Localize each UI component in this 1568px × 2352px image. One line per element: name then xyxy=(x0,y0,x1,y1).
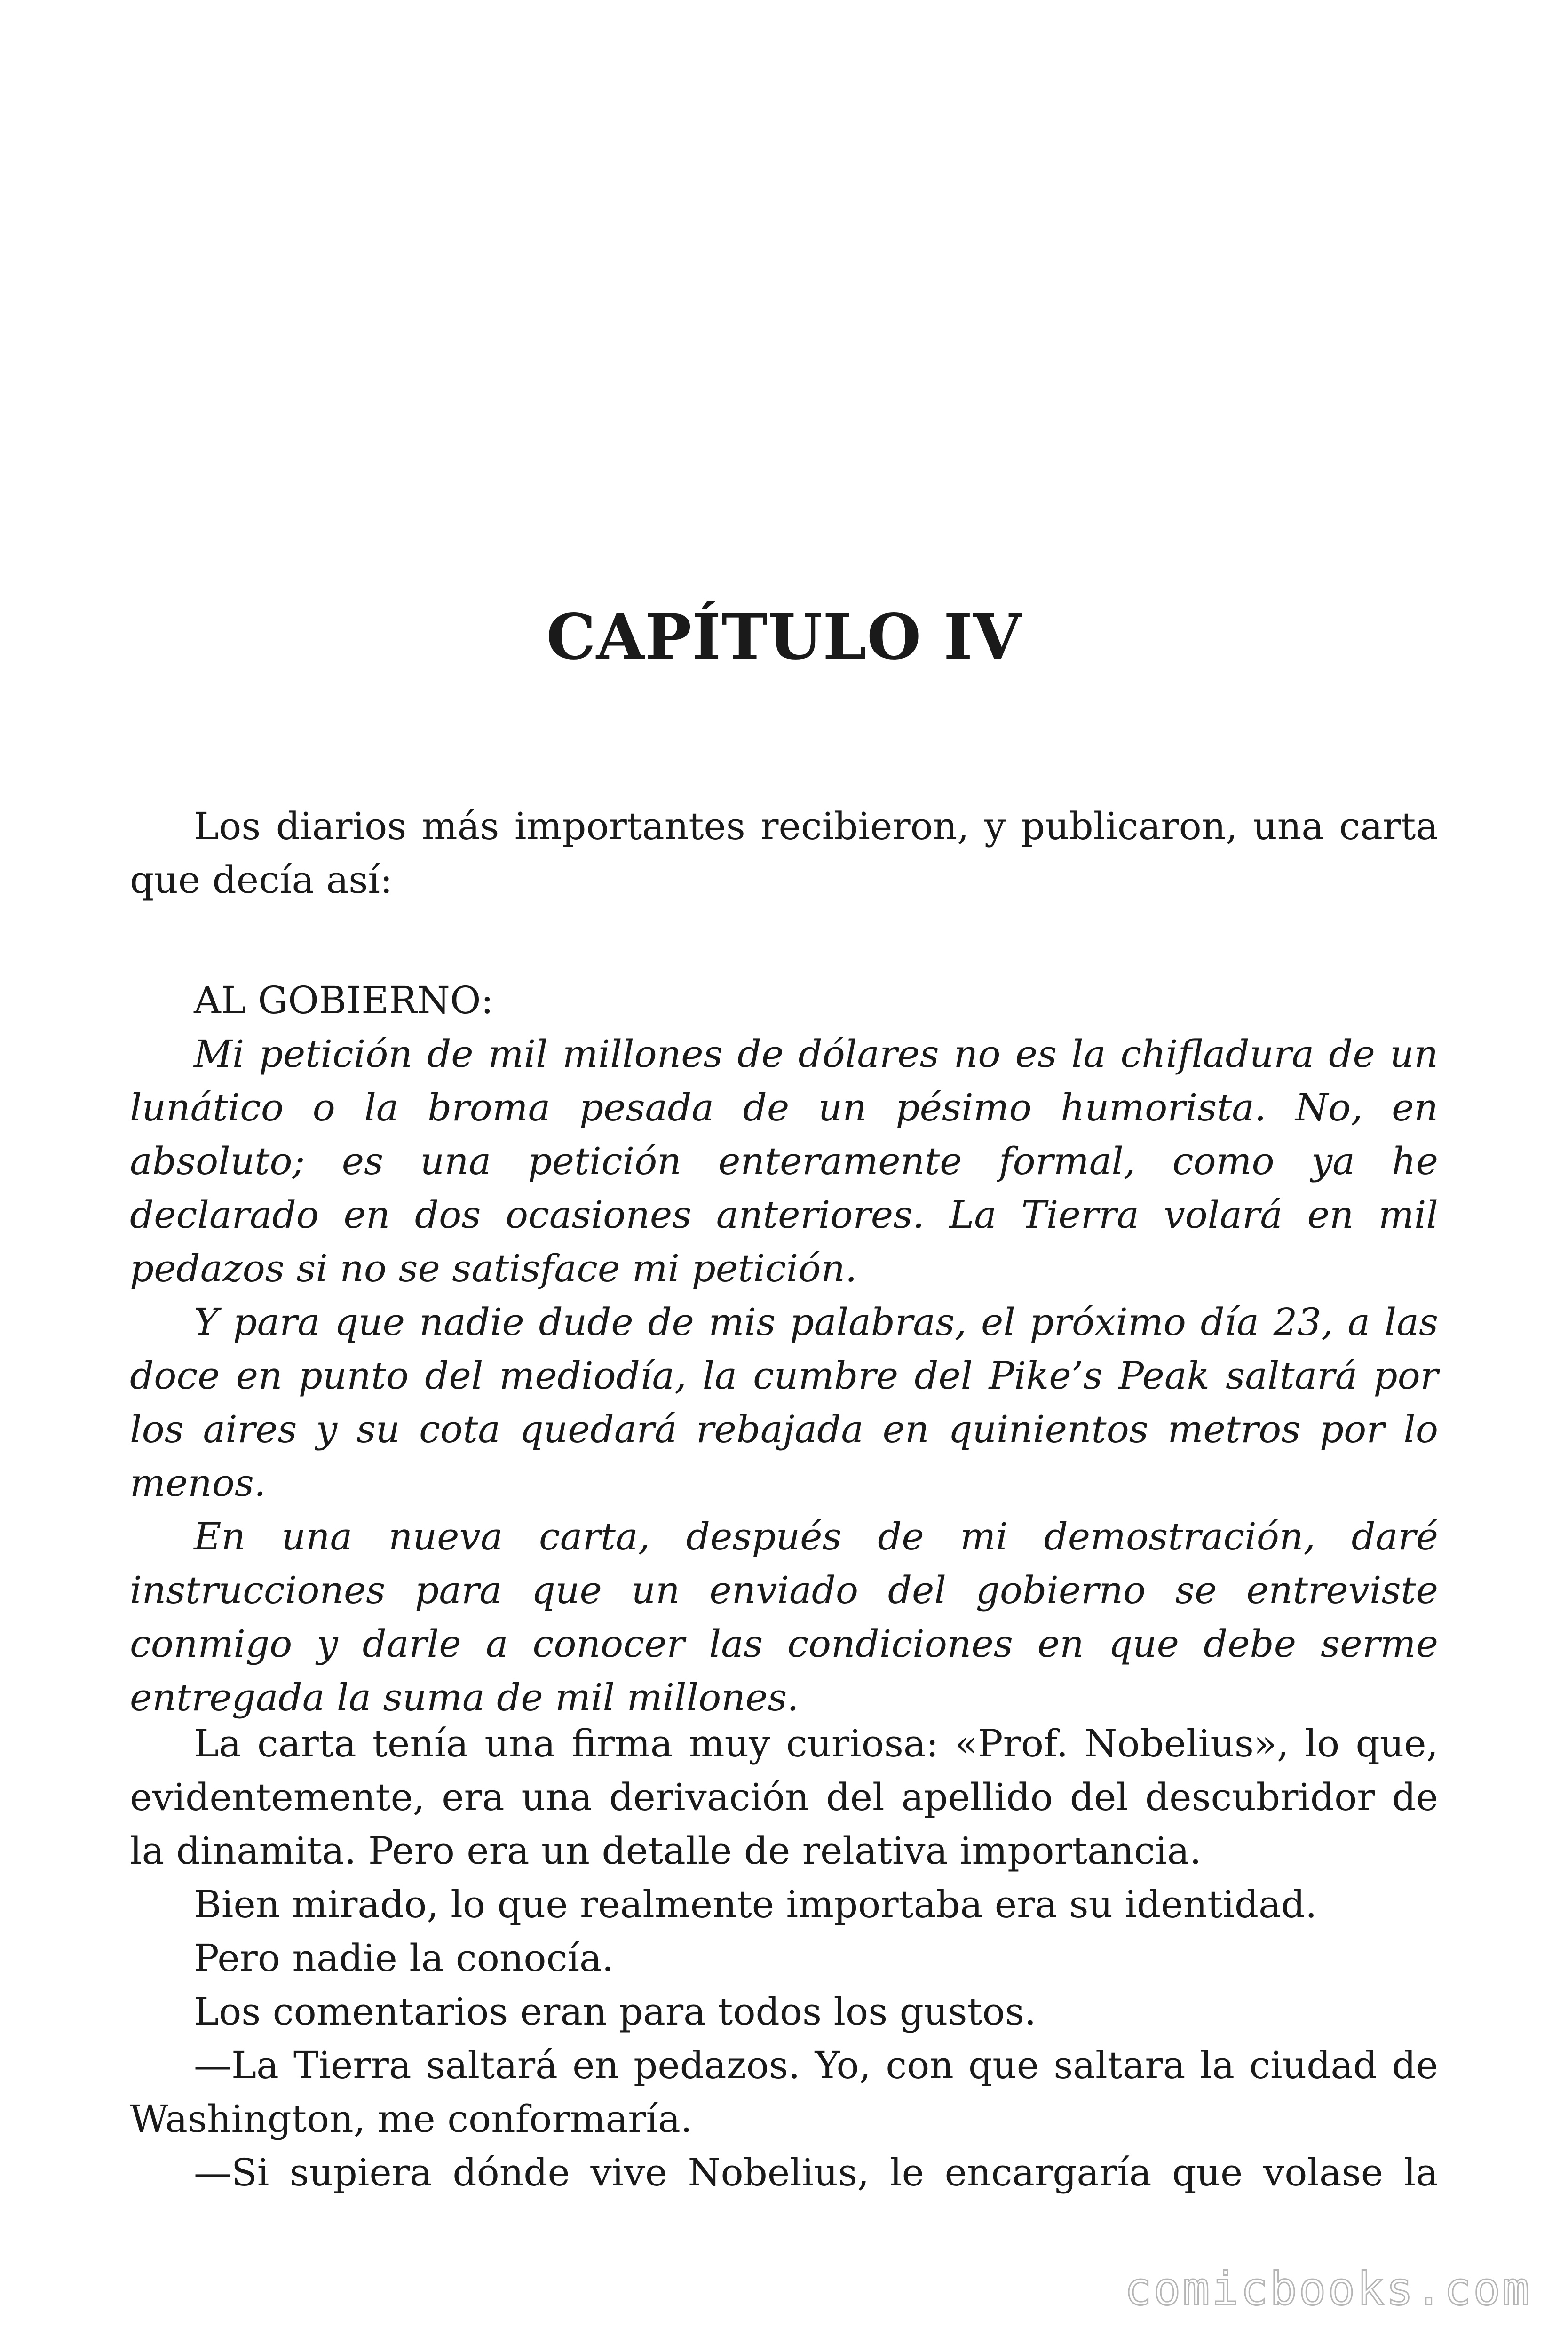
chapter-title: CAPÍTULO IV xyxy=(546,601,1022,674)
dialogue-paragraph: —Si supiera dónde vive Nobelius, le encargaría que volase la xyxy=(194,2151,1438,2194)
letter-paragraph: Y para que nadie dude de mis palabras, el próximo día 23, a las doce en punto del mediodía, la cumbre del Pike’s Peak saltará por los aires y su cota quedará rebajada en quinientos metros por lo menos. xyxy=(130,1300,1438,1505)
dialogue-paragraph: —La Tierra saltará en pedazos. Yo, con que saltara la ciudad de Washington, me conformaría. xyxy=(130,2043,1438,2141)
paragraph: Bien mirado, lo que realmente importaba era su identidad. xyxy=(194,1883,1317,1926)
paragraph: Los diarios más importantes recibieron, y publicaron, una carta que decía así: xyxy=(130,804,1438,902)
paragraph: Pero nadie la conocía. xyxy=(194,1936,614,1980)
letter-text xyxy=(130,974,1438,1724)
intro-text xyxy=(130,800,1438,907)
letter-paragraph: Mi petición de mil millones de dólares no es la chifladura de un lunático o la broma pesada de un pésimo humorista. No, en absoluto; es una petición enteramente formal, como ya he declarado en dos ocasiones anteriores. La Tierra volará en mil pedazos si no se satisface mi petición. xyxy=(130,1032,1438,1290)
paragraph: La carta tenía una firma muy curiosa: «Prof. Nobelius», lo que, evidentemente, era una derivación del apellido del descubridor de la dinamita. Pero era un detalle de relativa importancia. xyxy=(130,1722,1438,1873)
narrative-text xyxy=(130,1717,1438,2200)
watermark-logo: comicbooks.com xyxy=(1124,2263,1531,2315)
letter-paragraph: En una nueva carta, después de mi demostración, daré instrucciones para que un enviado del gobierno se entreviste conmigo y darle a conocer las condiciones en que debe serme entregada la suma de mil millones. xyxy=(130,1515,1438,1719)
letter-salutation: AL GOBIERNO: xyxy=(194,978,494,1022)
paragraph: Los comentarios eran para todos los gustos. xyxy=(194,1990,1037,2034)
